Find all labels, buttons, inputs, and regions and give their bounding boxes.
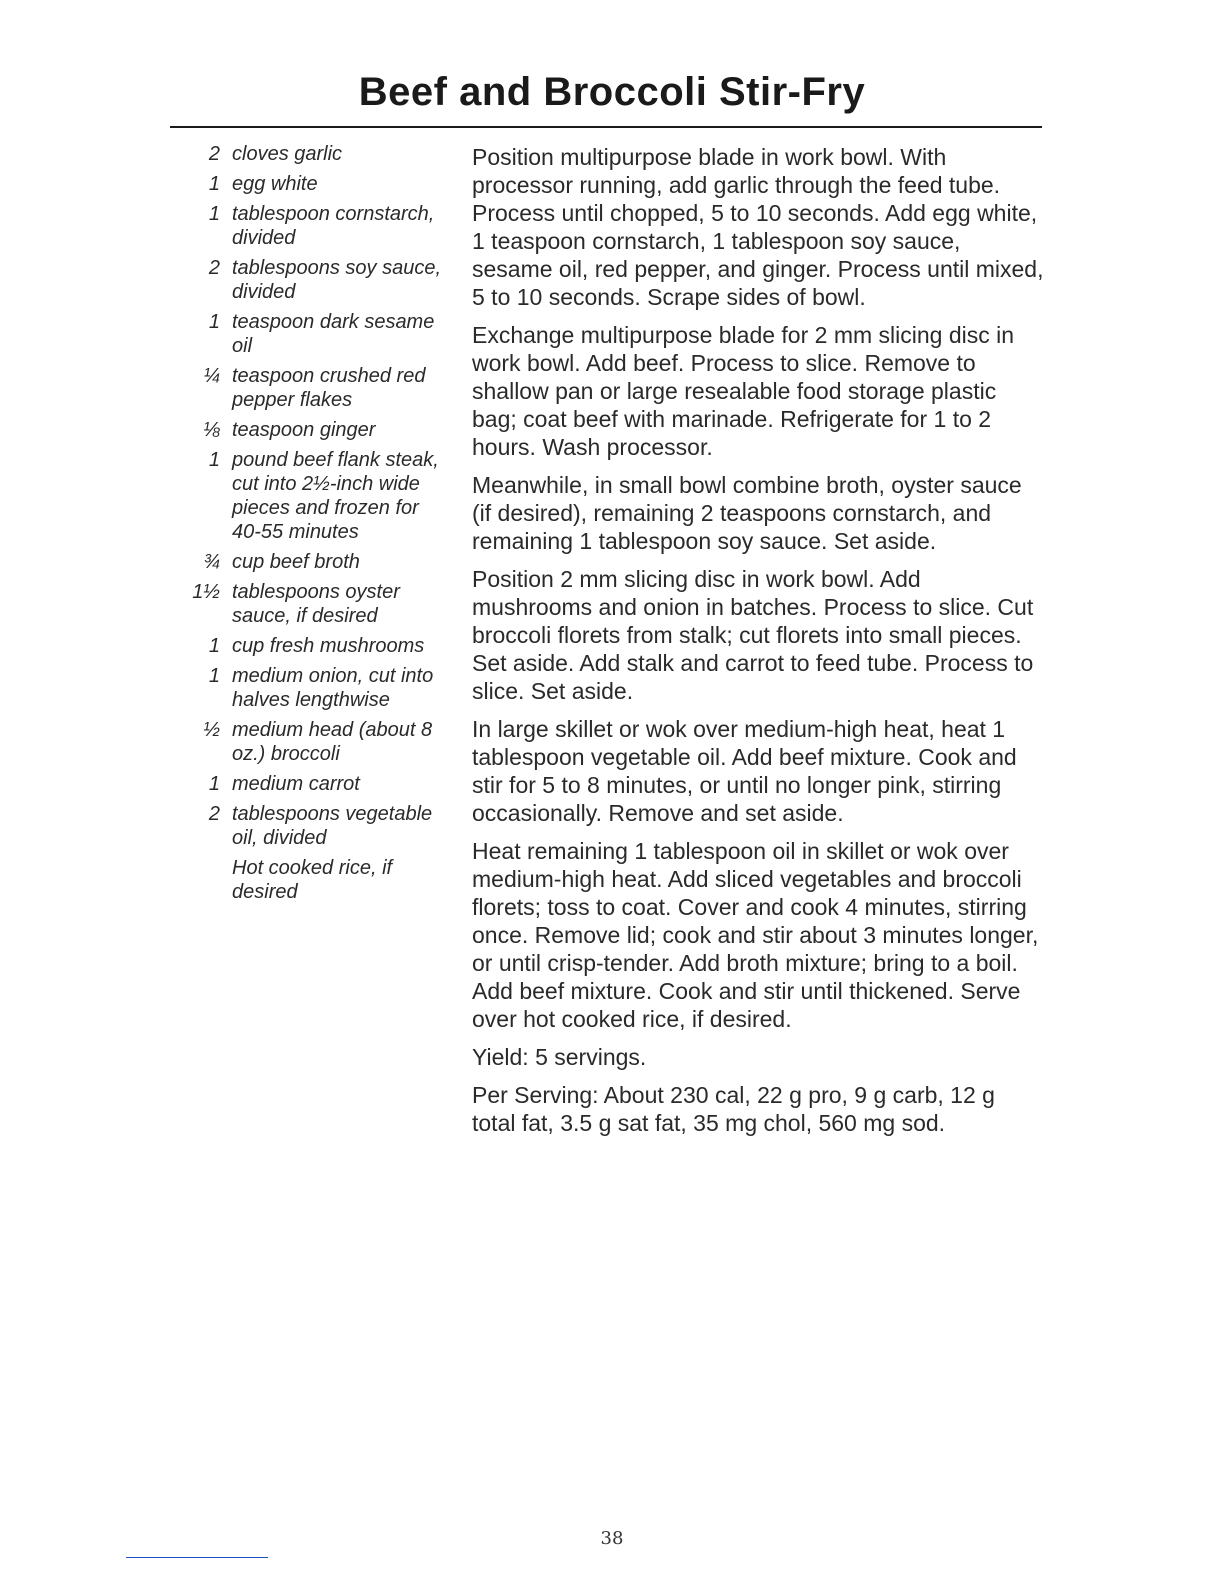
ingredient-item	[178, 202, 458, 250]
nutrition-text: Per Serving: About 230 cal, 22 g pro, 9 g carb, 12 g total fat, 3.5 g sat fat, 35 mg chol, 560 mg sod.	[472, 1082, 995, 1136]
ingredient-quantity: 1	[208, 311, 220, 333]
ingredient-item	[178, 364, 458, 412]
page-number: 38	[600, 1528, 624, 1549]
instruction-step: Heat remaining 1 tablespoon oil in skillet or wok over medium-high heat. Add sliced vegetables and broccoli florets; toss to coat. Cover and cook 4 minutes, stirring once. Remove lid; cook and stir about 3 minutes longer, or until crisp-tender. Add broth mixture; bring to a boil. Add beef mixture. Cook and stir until thickened. Serve over hot cooked rice, if desired.	[472, 838, 1039, 1032]
instruction-step: In large skillet or wok over medium-high heat, heat 1 tablespoon vegetable oil. Add beef mixture. Cook and stir for 5 to 8 minutes, or until no longer pink, stirring occasionally. Remove and set aside.	[472, 716, 1017, 826]
ingredient-quantity: 2	[208, 803, 220, 825]
ingredient-quantity: 1	[208, 773, 220, 795]
ingredient-item	[178, 448, 458, 544]
ingredient-item	[178, 634, 458, 658]
ingredient-name: cup fresh mushrooms	[232, 635, 425, 657]
instruction-list	[472, 143, 1044, 1147]
ingredient-name: tablespoons vegetable oil, divided	[232, 803, 433, 849]
ingredient-name: medium head (about 8 oz.) broccoli	[232, 719, 433, 765]
ingredient-item	[178, 718, 458, 766]
ingredient-item	[178, 418, 458, 442]
ingredient-name: medium carrot	[232, 773, 360, 795]
ingredient-name: teaspoon dark sesame oil	[232, 311, 435, 357]
corner-line	[126, 1557, 268, 1558]
yield-text: Yield: 5 servings.	[472, 1044, 647, 1070]
ingredient-quantity: 2	[208, 257, 220, 279]
ingredient-item	[178, 580, 458, 628]
ingredient-item	[178, 802, 458, 850]
ingredient-quantity: ½	[203, 719, 220, 741]
ingredient-name: medium onion, cut into halves lengthwise	[232, 665, 434, 711]
ingredient-name: tablespoons soy sauce, divided	[232, 257, 442, 303]
ingredient-name: tablespoon cornstarch, divided	[232, 203, 435, 249]
ingredient-name: egg white	[232, 173, 318, 195]
ingredient-quantity: 1	[208, 665, 220, 687]
page-title: Beef and Broccoli Stir-Fry	[358, 70, 866, 114]
ingredient-name: tablespoons oyster sauce, if desired	[232, 581, 400, 627]
ingredient-name: cloves garlic	[232, 143, 343, 165]
ingredient-quantity: 1	[208, 203, 220, 225]
title-divider	[170, 126, 1042, 128]
ingredient-quantity: 2	[208, 143, 220, 165]
ingredient-name: pound beef flank steak, cut into 2½-inch wide pieces and frozen for 40-55 minutes	[232, 449, 439, 543]
ingredient-item	[178, 772, 458, 796]
ingredient-name: cup beef broth	[232, 551, 360, 573]
ingredient-quantity: ¾	[203, 551, 220, 573]
ingredient-quantity	[178, 856, 232, 904]
ingredient-item	[178, 664, 458, 712]
ingredient-list	[178, 142, 458, 910]
ingredient-quantity: 1	[208, 635, 220, 657]
ingredient-item	[178, 256, 458, 304]
ingredient-name: teaspoon ginger	[232, 419, 376, 441]
ingredient-quantity: 1	[208, 449, 220, 471]
ingredient-quantity: ¼	[203, 365, 220, 387]
ingredient-quantity: 1	[208, 173, 220, 195]
ingredient-name: teaspoon crushed red pepper flakes	[232, 365, 426, 411]
instruction-step: Position 2 mm slicing disc in work bowl. Add mushrooms and onion in batches. Process to slice. Cut broccoli florets from stalk; cut florets into small pieces. Set aside. Add stalk and carrot to feed tube. Process to slice. Set aside.	[472, 566, 1034, 704]
instruction-step: Meanwhile, in small bowl combine broth, oyster sauce (if desired), remaining 2 teaspoons cornstarch, and remaining 1 tablespoon soy sauce. Set aside.	[472, 472, 1022, 554]
instruction-step: Exchange multipurpose blade for 2 mm slicing disc in work bowl. Add beef. Process to slice. Remove to shallow pan or large resealable food storage plastic bag; coat beef with marinade. Refrigerate for 1 to 2 hours. Wash processor.	[472, 322, 1015, 460]
ingredient-quantity: 1½	[192, 581, 220, 603]
ingredient-item	[178, 142, 458, 166]
ingredient-name: Hot cooked rice, if desired	[232, 857, 393, 903]
ingredient-quantity: ⅛	[203, 419, 220, 441]
ingredient-item	[178, 856, 458, 904]
ingredient-item	[178, 550, 458, 574]
ingredient-item	[178, 172, 458, 196]
instruction-step: Position multipurpose blade in work bowl. With processor running, add garlic through the feed tube. Process until chopped, 5 to 10 seconds. Add egg white, 1 teaspoon cornstarch, 1 tablespoon soy sauce, sesame oil, red pepper, and ginger. Process until mixed, 5 to 10 seconds. Scrape sides of bowl.	[472, 144, 1044, 310]
ingredient-item	[178, 310, 458, 358]
